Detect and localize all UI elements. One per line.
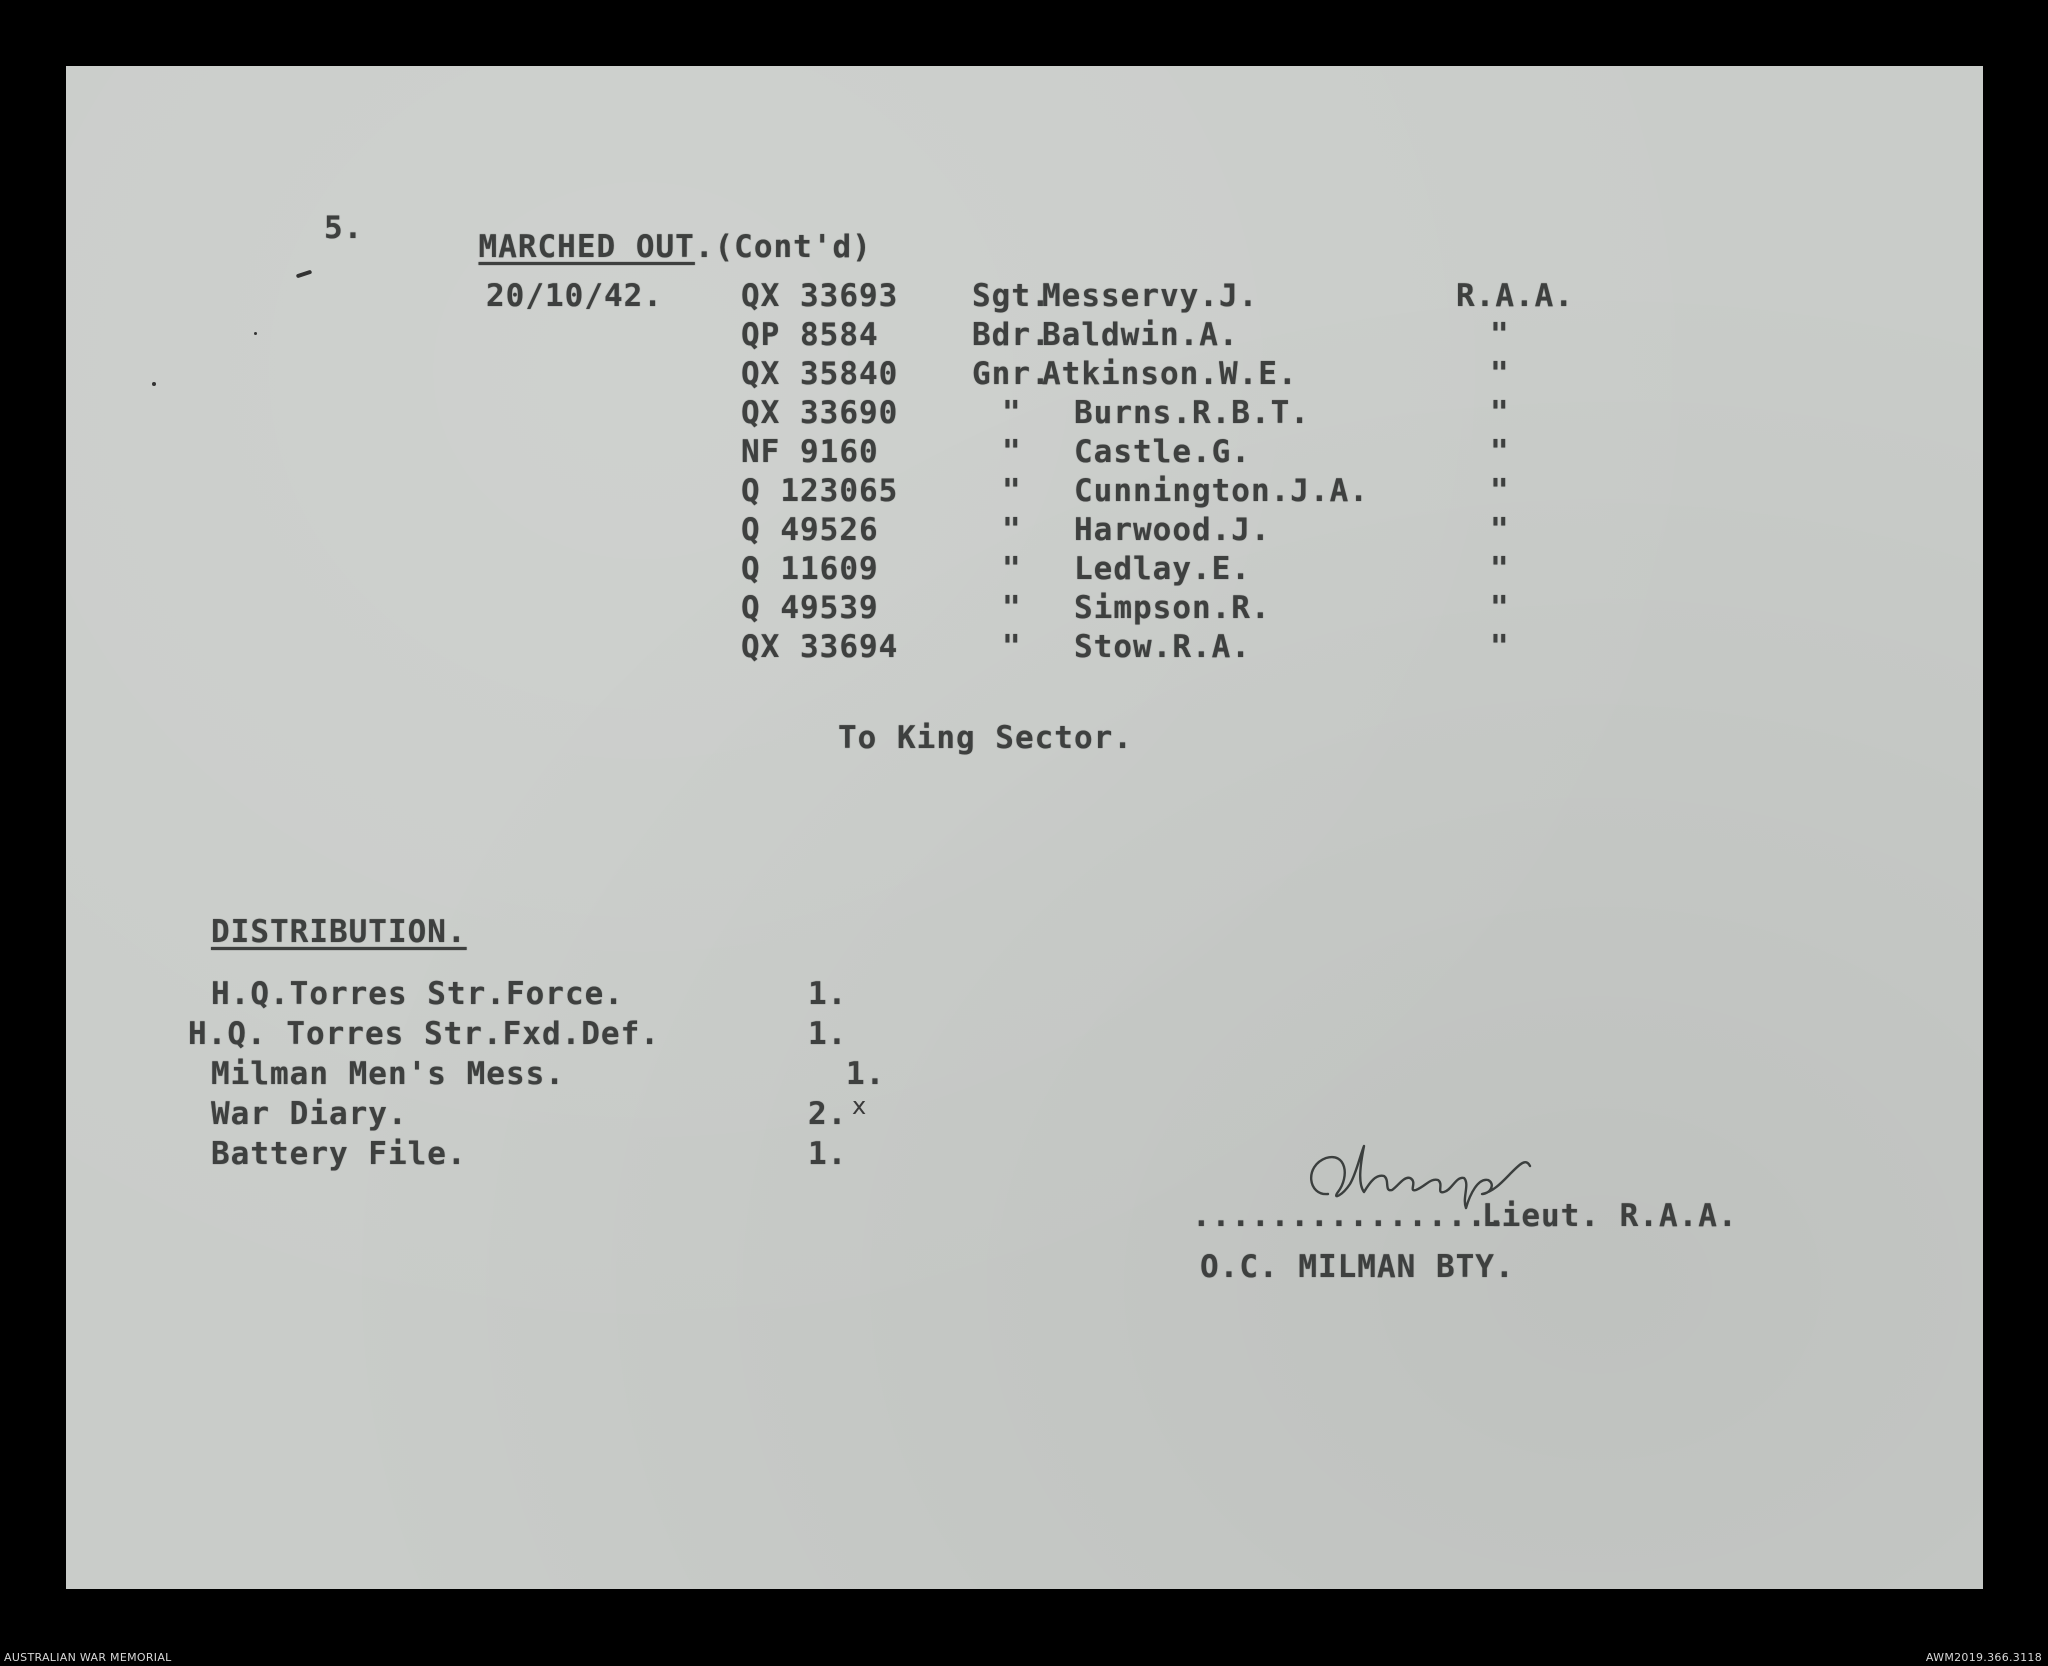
service-number: QX 33693 xyxy=(741,278,899,314)
unit-ditto: " xyxy=(1490,356,1510,392)
section-number: 5. xyxy=(324,210,364,246)
ink-mark xyxy=(296,270,312,279)
person-name: Stow.R.A. xyxy=(1074,629,1251,665)
check-mark: x xyxy=(852,1092,867,1120)
rank: Gnr. xyxy=(972,356,1051,392)
person-name: Harwood.J. xyxy=(1074,512,1271,548)
person-name: Atkinson.W.E. xyxy=(1042,356,1298,392)
document-page xyxy=(66,66,1983,1589)
person-name: Ledlay.E. xyxy=(1074,551,1251,587)
person-name: Cunnington.J.A. xyxy=(1074,473,1369,509)
unit-ditto: " xyxy=(1490,629,1510,665)
copies: 1. xyxy=(808,1016,848,1052)
service-number: QX 33690 xyxy=(741,395,899,431)
rank-ditto: " xyxy=(1002,629,1022,665)
recipient: H.Q. Torres Str.Fxd.Def. xyxy=(188,1016,660,1052)
unit-ditto: " xyxy=(1490,590,1510,626)
service-number: Q 11609 xyxy=(741,551,879,587)
entry-date: 20/10/42. xyxy=(486,278,663,314)
unit-ditto: " xyxy=(1490,395,1510,431)
section-heading-suffix: .(Cont'd) xyxy=(694,229,872,265)
rank-ditto: " xyxy=(1002,395,1022,431)
service-number: Q 123065 xyxy=(741,473,899,509)
service-number: QX 35840 xyxy=(741,356,899,392)
signature-rank: Lieut. R.A.A. xyxy=(1482,1198,1738,1234)
copies: 1. xyxy=(808,976,848,1012)
section-heading xyxy=(440,210,872,284)
rank-ditto: " xyxy=(1002,551,1022,587)
footer-right: AWM2019.366.3118 xyxy=(1925,1651,2042,1664)
rank-ditto: " xyxy=(1002,512,1022,548)
copies: 1. xyxy=(808,1136,848,1172)
rank: Bdr. xyxy=(972,317,1051,353)
signature-title: O.C. MILMAN BTY. xyxy=(1200,1249,1515,1285)
unit-ditto: " xyxy=(1490,551,1510,587)
person-name: Baldwin.A. xyxy=(1042,317,1239,353)
signature-dots: ................ xyxy=(1192,1198,1507,1234)
rank: Sgt. xyxy=(972,278,1051,314)
copies: 2. xyxy=(808,1096,848,1132)
copies: 1. xyxy=(846,1056,886,1092)
recipient: Battery File. xyxy=(211,1136,467,1172)
person-name: Castle.G. xyxy=(1074,434,1251,470)
recipient: Milman Men's Mess. xyxy=(211,1056,565,1092)
unit: R.A.A. xyxy=(1456,278,1574,314)
destination-text: To King Sector. xyxy=(838,720,1133,756)
footer-left: AUSTRALIAN WAR MEMORIAL xyxy=(4,1651,172,1664)
service-number: QP 8584 xyxy=(741,317,879,353)
person-name: Simpson.R. xyxy=(1074,590,1271,626)
service-number: NF 9160 xyxy=(741,434,879,470)
recipient: H.Q.Torres Str.Force. xyxy=(211,976,624,1012)
rank-ditto: " xyxy=(1002,434,1022,470)
unit-ditto: " xyxy=(1490,317,1510,353)
service-number: QX 33694 xyxy=(741,629,899,665)
unit-ditto: " xyxy=(1490,434,1510,470)
person-name: Messervy.J. xyxy=(1042,278,1259,314)
rank-ditto: " xyxy=(1002,590,1022,626)
section-heading-title: MARCHED OUT xyxy=(478,229,695,265)
service-number: Q 49526 xyxy=(741,512,879,548)
service-number: Q 49539 xyxy=(741,590,879,626)
ink-dot xyxy=(152,382,156,386)
distribution-heading: DISTRIBUTION. xyxy=(211,914,467,950)
person-name: Burns.R.B.T. xyxy=(1074,395,1310,431)
unit-ditto: " xyxy=(1490,512,1510,548)
recipient: War Diary. xyxy=(211,1096,408,1132)
ink-dot xyxy=(254,332,257,335)
rank-ditto: " xyxy=(1002,473,1022,509)
unit-ditto: " xyxy=(1490,473,1510,509)
